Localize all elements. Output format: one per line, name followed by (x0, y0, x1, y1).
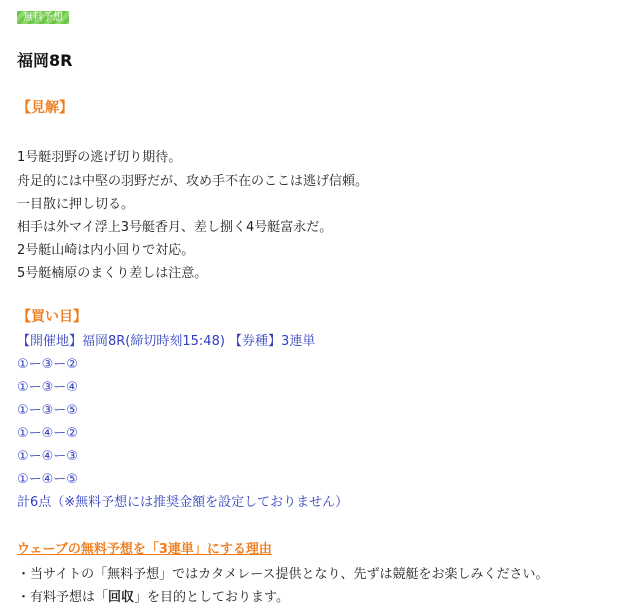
buy-heading: 【買い目】 (17, 309, 87, 325)
bullet-bold: 回収 (108, 590, 135, 605)
combo-total: 計6点（※無料予想には推奨金額を設定しておりません） (17, 495, 349, 510)
buy-info: 【開催地】福岡8R(締切時刻15:48) 【券種】3連単 (17, 334, 316, 349)
combo-item: ①ー③ー④ (17, 380, 78, 395)
reason-bullet (17, 563, 548, 582)
combo-item: ①ー④ー② (17, 426, 78, 441)
combo-item: ①ー④ー⑤ (17, 472, 78, 487)
combo-item: ①ー③ー② (17, 357, 78, 372)
view-line: 舟足的には中堅の羽野だが、攻め手不在のここは逃げ信頼。 (17, 174, 369, 189)
view-heading: 【見解】 (17, 100, 73, 116)
view-line: 相手は外マイ浮上3号艇香月、差し捌く4号艇富永だ。 (17, 220, 333, 235)
free-prediction-badge: 無料予想 (17, 11, 69, 24)
view-line: 一目散に押し切る。 (17, 197, 135, 212)
view-line: 1号艇羽野の逃げ切り期待。 (17, 150, 182, 165)
reason-heading: ウェーブの無料予想を「3連単」にする理由 (17, 542, 272, 557)
bullet-suffix: 」を目的としております。 (134, 590, 289, 605)
reason-bullet (17, 586, 289, 605)
bullet-prefix: ・当サイトの「無料予想」ではカタメレース提供となり、先ずは競艇をお楽しみください。 (17, 567, 549, 582)
combo-item: ①ー④ー③ (17, 449, 78, 464)
view-line: 2号艇山崎は内小回りで対応。 (17, 243, 195, 258)
bullet-prefix: ・有料予想は「 (17, 590, 109, 605)
view-line: 5号艇楠原のまくり差しは注意。 (17, 266, 208, 281)
combo-item: ①ー③ー⑤ (17, 403, 78, 418)
page-title: 福岡8R (17, 51, 73, 70)
